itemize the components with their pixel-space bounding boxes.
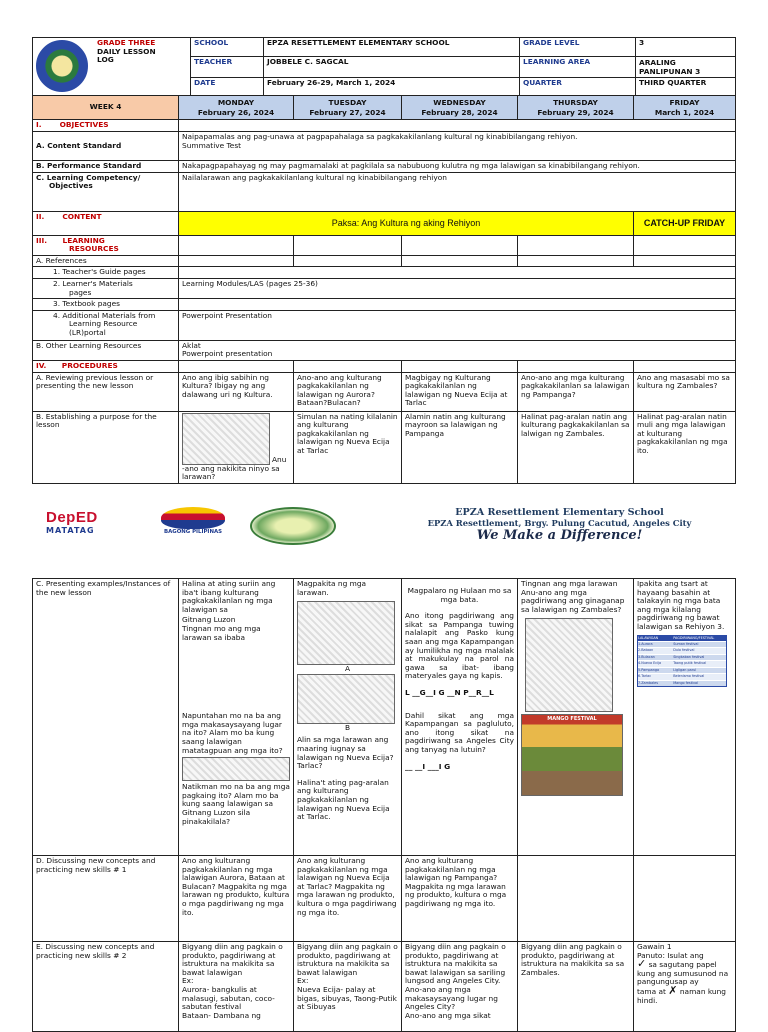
objectives-heading: I. OBJECTIVES [33,120,179,132]
festival-chart-festival: Suman festival [673,641,699,646]
quarter-value: THIRD QUARTER [636,78,736,96]
day-monday: MONDAY February 26, 2024 [179,96,294,120]
zambales-costume-image [525,618,613,712]
content-heading: II. CONTENT [33,211,179,235]
procedure-b-tuesday: Simulan na nating kilalanin ang kulturang pagkakakilanlan ng lalawigan ng Nueva Ecija at Tarlac [294,411,402,483]
festival-chart-festival: Ligligan parul [673,667,697,672]
footer-school-address: EPZA Resettlement, Brgy. Pulung Cacutud, Angeles City [427,518,692,528]
festival-chart-festival: Singkaban festival [673,654,705,659]
other-resources-value: Aklat Powerpoint presentation [179,340,736,360]
competency-label: C. Learning Competency/ Objectives [33,172,179,211]
check-icon: ✓ [637,957,647,971]
procedure-b-monday: Anu -ano ang nakikita ninyo sa larawan? [179,411,294,483]
day-wednesday: WEDNESDAY February 28, 2024 [402,96,518,120]
festival-chart-province: 7.Zambales [638,680,658,685]
procedure-b-wednesday: Alamin natin ang kulturang mayroon sa lalawigan ng Pampanga [402,411,518,483]
other-resources-label: B. Other Learning Resources [33,340,179,360]
day-friday: FRIDAY March 1, 2024 [634,96,736,120]
date-value: February 26-29, March 1, 2024 [264,78,520,96]
learning-area-label: LEARNING AREA [520,57,636,78]
festival-chart-province: 3.Bulacan [638,654,655,659]
market-scene-image [182,413,270,465]
procedure-a-thursday: Ano-ano ang mga kulturang pagkakakilanlan sa lalawigan ng Pampanga? [518,372,634,411]
resources-heading: III. LEARNING RESOURCES [33,235,179,255]
bagong-pilipinas-logo: BAGONG PILIPINAS [154,507,232,541]
procedure-e-friday: Gawain 1 Panuto: Isulat ang ✓ sa sagutang papel kung ang sumusunod na pangungusap ay tama at ✗ naman kung hindi. [634,942,736,1032]
procedure-b-label: B. Establishing a purpose for the lesson [33,411,179,483]
procedure-a-friday: Ano ang masasabi mo sa kultura ng Zambales? [634,372,736,411]
festival-chart-province: 4.Nueva Ecija [638,661,662,666]
deped-matatag-logo: DepED MATATAG [46,509,98,535]
procedure-d-wednesday: Ano ang kulturang pagkakakilanlan ng mga lalawigan ng Pampanga? Magpakita ng mga larawan ng produkto, kultura o mga pagdiriwang ng mga ito. [402,856,518,942]
procedure-b-thursday: Halinat pag-aralan natin ang kulturang pagkakakilanlan sa lalwigan ng Zambales. [518,411,634,483]
procedures-heading: IV. PROCEDURES [33,360,179,372]
grade-level-value: 3 [636,38,736,57]
paksa-topic: Paksa: Ang Kultura ng aking Rehiyon [179,211,634,235]
procedure-d-tuesday: Ano ang kulturang pagkakakilanlan ng mga lalawigan ng Nueva Ecija at Tarlac? Magpakita ng mga larawan ng produkto, kultura o mga pagdiriwang ng mga ito. [294,856,402,942]
procedure-a-tuesday: Ano-ano ang kulturang pagkakakilanlan ng lalawigan ng Aurora? Bataan?Bulacan? [294,372,402,411]
performance-standard-value: Nakapagpapahayag ng may pagmamalaki at pagkilala sa nabubuong kulutra ng mga lalawigan sa kinabibilangang rehiyon. [179,161,736,173]
festival-chart-festival: Dulo festival [673,648,695,653]
procedure-c-friday: Ipakita ang tsart at hayaang basahin at talakayin ng mga bata ang mga kilalang pagdiriwang ng bawat lalawigan sa Rehiyon 3. LALAWIGAN PAGDIRIWANG/FESTIVAL 1.Aurora Suman festival 2.Bataan Dulo festival 3.Bulacan Singkaban festival 4.Nueva Ecija Taong putik festival 5.Pampanga Ligligan parul 6.Tarlac Belenismo festival 7.Zambales Mango festival [634,579,736,856]
festival-chart-row [638,680,726,687]
festival-chart-festival: Mango festival [673,680,698,685]
day-thursday: THURSDAY February 29, 2024 [518,96,634,120]
procedure-c-label: C. Presenting examples/Instances of the new lesson [33,579,179,856]
procedure-a-wednesday: Magbigay ng Kulturang pagkakakilanlan ng lalawigan ng Nueva Ecija at Tarlac [402,372,518,411]
x-icon: ✗ [668,983,678,997]
procedure-e-label: E. Discussing new concepts and practicing new skills # 2 [33,942,179,1032]
references-label: A. References [33,255,179,267]
teacher-label: TEACHER [191,57,264,78]
procedure-b-friday: Halinat pag-aralan natin muli ang mga lalawigan at kulturang pagkakakilanlan ng mga ito. [634,411,736,483]
procedure-d-label: D. Discussing new concepts and practicing new skills # 1 [33,856,179,942]
festival-chart-province: 2.Bataan [638,648,654,653]
teacher-value: JOBBELE C. SAGCAL [264,57,520,78]
header-table [32,37,736,96]
footer-motto: We Make a Difference! [476,528,643,543]
grade-subtitle: DAILY LESSON [97,46,156,56]
additional-materials-label: 4. Additional Materials from Learning Resource (LR)portal [33,310,179,340]
day-tuesday: TUESDAY February 27, 2024 [294,96,402,120]
procedure-e-wednesday: Bigyang diin ang pagkain o produkto, pagdiriwang at istruktura na makikita sa bawat lalawigan sa sariling lungsod ang Angeles City. Ano-ano ang mga makasaysayang lugar ng Angeles City? Ano-ano ang mga sikat [402,942,518,1032]
additional-materials-value: Powerpoint Presentation [179,310,736,340]
week-label: WEEK 4 [33,96,179,120]
procedure-a-monday: Ano ang ibig sabihin ng Kultura? Ibigay ng ang dalawang uri ng Kultura. [179,372,294,411]
learners-materials-value: Learning Modules/LAS (pages 25-36) [179,278,736,298]
grade-level-label: GRADE LEVEL [520,38,636,57]
date-label: DATE [191,78,264,96]
quarter-label: QUARTER [520,78,636,96]
procedure-c-wednesday: Magpalaro ng Hulaan mo sa mga bata. Ano itong pagdiriwang ang sikat sa Pampanga tuwing nalalapit ang Pasko kung saan ang mga Kapampangan ay lumilikha ng mga malalak at makukulay na parol na gawa sa ibat- ibang materyales gaya ng kapis. L __G__I G __N P__R__L Dahil sikat ang mga Kapampangan sa pagluluto, ano itong sikat na pagdiriwang sa Angeles City ang tanyag na lutuin? __ __I ___I G [402,579,518,856]
footer-banner [32,505,735,541]
festival-chart-province: 5.Pampanga [638,667,660,672]
grade-subtitle-log: LOG [97,55,114,65]
festival-chart-province: 6.Tarlac [638,674,652,679]
lesson-table [32,95,736,484]
teachers-guide-label: 1. Teacher's Guide pages [33,267,179,279]
catch-up-friday: CATCH-UP FRIDAY [634,211,736,235]
school-label: SCHOOL [191,38,264,57]
festival-chart-festival: Belenismo festival [673,674,705,679]
school-banner [384,507,735,543]
content-standard-label: A. Content Standard [33,132,179,161]
festival-chart-rows [638,641,726,687]
picture-a-image [297,601,395,665]
festival-chart-festival: Taong putik festival [673,661,707,666]
content-standard-value: Naipapamalas ang pag-unawa at pagpapahalaga sa pagkakakilanlang kultural ng kinabibilangang rehiyon. Summative Test [179,132,736,161]
procedure-e-monday: Bigyang diin ang pagkain o produkto, pagdiriwang at istruktura na makikita sa bawat lalawigan Ex: Aurora- bangkulis at malasugi, sabutan, coco-sabutan festival Bataan- Dambana ng [179,942,294,1032]
competency-value: Nailalarawan ang pagkakakilanlang kultural ng kinabibilangang rehiyon [179,172,736,211]
mango-festival-image: MANGO FESTIVAL [521,714,623,796]
learners-materials-label: 2. Learner's Materials pages [33,278,179,298]
procedure-e-tuesday: Bigyang diin ang pagkain o produkto, pagdiriwang at istruktura na makikita sa bawat lalawigan Ex: Nueva Ecija- palay at bigas, sibuyas, Taong-Putik at Sibuyas [294,942,402,1032]
procedure-d-monday: Ano ang kulturang pagkakakilanlan ng mga lalawigan Aurora, Bataan at Bulacan? Magpakita ng mga larawan ng produkto, kultura o mga pagdiriwang ng mga ito. [179,856,294,942]
footer-school-name: EPZA Resettlement Elementary School [455,507,664,518]
school-seal-logo [250,507,336,545]
procedure-c-monday: Halina at ating suriin ang iba't ibang kulturang pagkakakilanlan ng mga lalawigan sa Gitnang Luzon Tingnan mo ang mga larawan sa ibaba Napuntahan mo na ba ang mga makasaysayang lugar na ito? Alam mo ba kung saang lalawigan matatagpuan ang mga ito? Natikman mo na ba ang mga pagkaing ito? Alam mo ba kung saang lalawigan sa Gitnang Luzon sila pinakakilala? [179,579,294,856]
grade-title: GRADE THREE [97,38,156,47]
food-images [182,757,290,781]
procedure-c-tuesday: Magpakita ng mga larawan. A B Alin sa mga larawan ang maaring iugnay sa lalawigan ng Nueva Ecija? Tarlac? Halina't ating pag-aralan ang kulturang pagkakakilanlan ng lalawigan ng Nueva Ecija at Tarlac. [294,579,402,856]
textbook-label: 3. Textbook pages [33,299,179,311]
procedure-a-label: A. Reviewing previous lesson or presenting the new lesson [33,372,179,411]
procedure-e-thursday: Bigyang diin ang pagkain o produkto, pagdiriwang at istruktura na makikita sa sa Zambales. [518,942,634,1032]
school-value: EPZA RESETTLEMENT ELEMENTARY SCHOOL [264,38,520,57]
festival-chart-province: 1.Aurora [638,641,653,646]
performance-standard-label: B. Performance Standard [33,161,179,173]
procedure-c-thursday: Tingnan ang mga larawan Anu-ano ang mga pagdiriwang ang ginaganap sa lalawigan ng Zambales? MANGO FESTIVAL [518,579,634,856]
lesson-table-continued [32,578,736,1032]
festival-chart-image: LALAWIGAN PAGDIRIWANG/FESTIVAL 1.Aurora Suman festival 2.Bataan Dulo festival 3.Bulacan Singkaban festival 4.Nueva Ecija Taong putik festival 5.Pampanga Ligligan parul 6.Tarlac Belenismo festival 7.Zambales Mango festival [637,635,727,688]
picture-b-image [297,674,395,724]
learning-area-value: ARALING PANLIPUNAN 3 [636,57,736,78]
